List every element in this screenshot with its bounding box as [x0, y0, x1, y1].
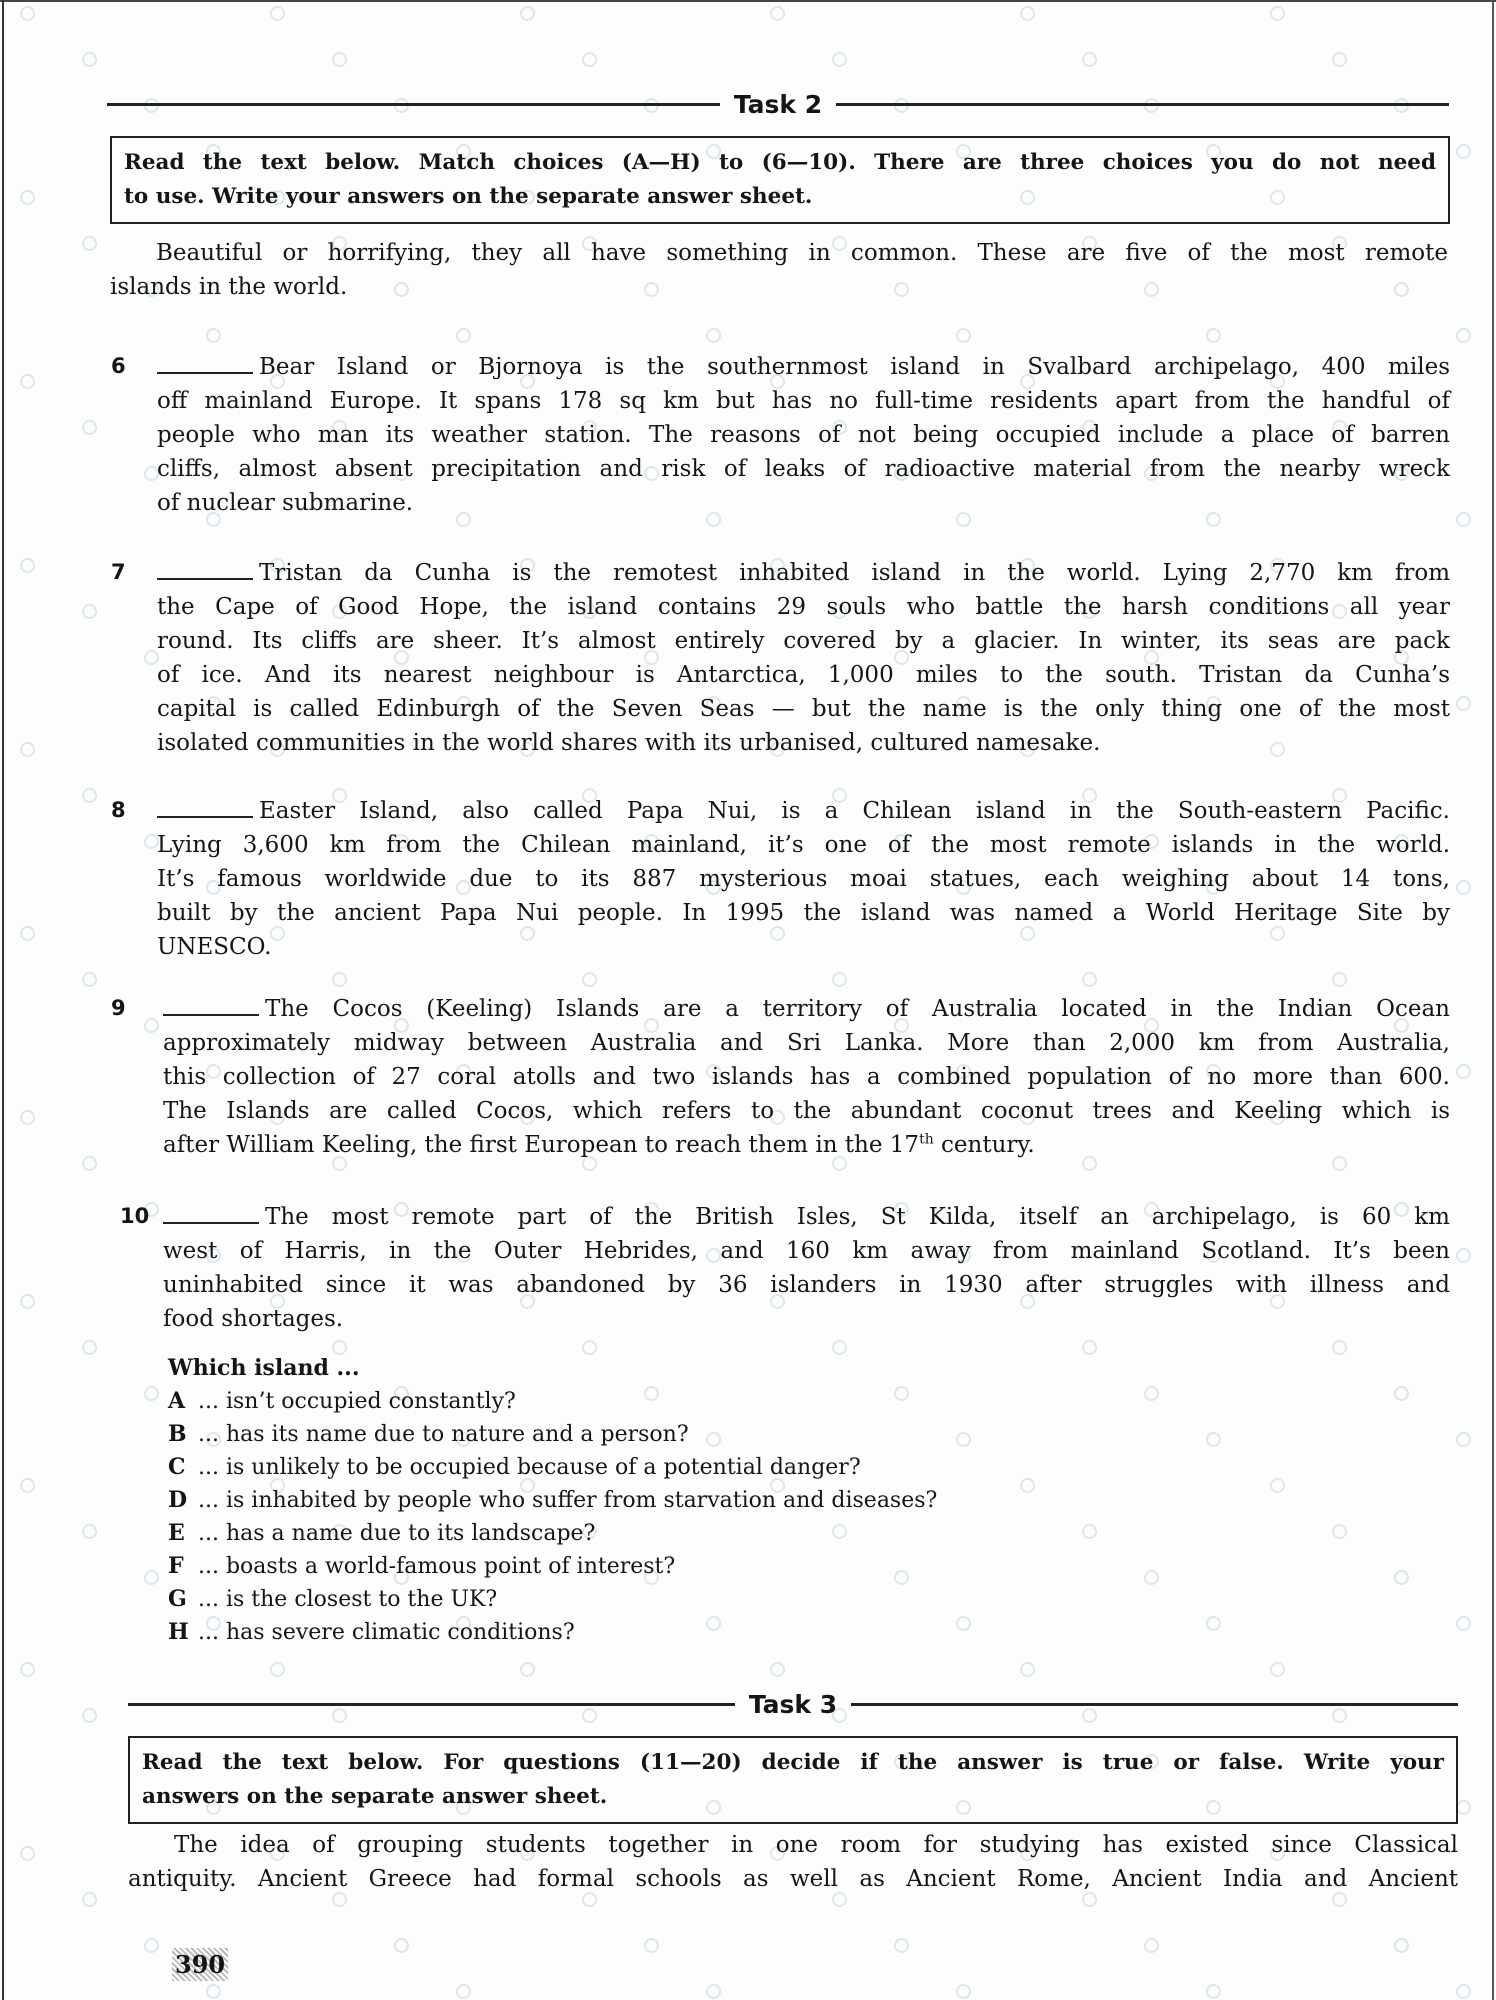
watermark-logo-icon — [1082, 52, 1097, 67]
item-line: Lying 3,600 km from the Chilean mainland, it’s one of the most remote islands in the world. — [157, 832, 1450, 858]
item-line: The Islands are called Cocos, which refers to the abundant coconut trees and Keeling which is — [163, 1098, 1450, 1124]
watermark-logo-icon — [332, 972, 347, 987]
watermark-logo-icon — [1456, 1248, 1471, 1263]
choice-a — [168, 1385, 937, 1418]
watermark-logo-icon — [1020, 1662, 1035, 1677]
instruction-line: Read the text below. Match choices (A—H) to (6—10). There are three choices you do not need — [124, 150, 1436, 175]
watermark-logo-icon — [582, 972, 597, 987]
watermark-logo-icon — [456, 328, 471, 343]
watermark-logo-icon — [1332, 972, 1347, 987]
watermark-logo-icon — [82, 420, 97, 435]
choice-text: ... has severe climatic conditions? — [198, 1620, 575, 1645]
choice-letter: B — [168, 1421, 187, 1447]
choice-text: ... is the closest to the UK? — [198, 1587, 498, 1612]
item-text: Tristan da Cunha is the remotest inhabited island in the world. Lying 2,770 km from — [259, 560, 1450, 586]
item-number: 9 — [111, 996, 126, 1020]
watermark-logo-icon — [1270, 1478, 1285, 1493]
item-number: 6 — [111, 354, 126, 378]
watermark-logo-icon — [82, 1156, 97, 1171]
watermark-logo-icon — [770, 1662, 785, 1677]
choice-text: ... boasts a world-famous point of interest? — [198, 1554, 676, 1579]
item-line: the Cape of Good Hope, the island contains 29 souls who battle the harsh conditions all year — [157, 594, 1450, 620]
watermark-logo-icon — [20, 558, 35, 573]
task3-intro — [128, 1828, 1458, 1896]
watermark-logo-icon — [20, 742, 35, 757]
watermark-logo-icon — [956, 1984, 971, 1999]
watermark-logo-icon — [956, 1432, 971, 1447]
item-text: The most remote part of the British Isles, St Kilda, itself an archipelago, is 60 km — [265, 1204, 1450, 1230]
choice-letter: A — [168, 1388, 186, 1414]
island-item-10 — [163, 1200, 1450, 1336]
choice-e — [168, 1517, 937, 1550]
watermark-logo-icon — [1082, 1524, 1097, 1539]
watermark-logo-icon — [644, 1938, 659, 1953]
instruction-line: to use. Write your answers on the separate answer sheet. — [124, 184, 813, 209]
intro-line: islands in the world. — [110, 274, 348, 300]
item-first-line — [157, 794, 1450, 828]
item-text: after William Keeling, the first European to reach them in the 17 — [163, 1132, 920, 1158]
task2-intro — [110, 236, 1448, 304]
choice-c — [168, 1451, 937, 1484]
choice-text: ... is unlikely to be occupied because of a potential danger? — [198, 1455, 861, 1480]
choice-text: ... has its name due to nature and a person? — [198, 1422, 689, 1447]
choice-letter: E — [168, 1520, 185, 1546]
choice-letter: H — [168, 1619, 189, 1645]
item-number: 8 — [111, 798, 126, 822]
island-item-6 — [157, 350, 1450, 520]
watermark-logo-icon — [82, 1708, 97, 1723]
watermark-logo-icon — [20, 1846, 35, 1861]
watermark-logo-icon — [1270, 6, 1285, 21]
divider — [128, 1703, 735, 1706]
answer-blank — [157, 350, 253, 374]
choice-letter: F — [168, 1553, 184, 1579]
watermark-logo-icon — [1144, 1386, 1159, 1401]
watermark-logo-icon — [520, 1662, 535, 1677]
watermark-logo-icon — [956, 1616, 971, 1631]
watermark-logo-icon — [1206, 1432, 1221, 1447]
scan-border-top — [0, 0, 1496, 2]
watermark-logo-icon — [1394, 1570, 1409, 1585]
watermark-logo-icon — [1020, 1478, 1035, 1493]
watermark-logo-icon — [1394, 1386, 1409, 1401]
watermark-logo-icon — [82, 52, 97, 67]
watermark-logo-icon — [832, 972, 847, 987]
watermark-logo-icon — [144, 1018, 159, 1033]
watermark-logo-icon — [20, 374, 35, 389]
intro-line: Beautiful or horrifying, they all have something in common. These are five of the most remote — [156, 240, 1448, 266]
item-number: 7 — [111, 560, 126, 584]
watermark-logo-icon — [20, 1662, 35, 1677]
item-text: Easter Island, also called Papa Nui, is a Chilean island in the South-eastern Pacific. — [259, 798, 1450, 824]
answer-blank — [163, 992, 259, 1016]
watermark-logo-icon — [82, 236, 97, 251]
watermark-logo-icon — [1456, 512, 1471, 527]
watermark-logo-icon — [144, 1386, 159, 1401]
divider — [851, 1703, 1458, 1706]
item-line: uninhabited since it was abandoned by 36 islanders in 1930 after struggles with illness and — [163, 1272, 1450, 1298]
question-prompt: Which island ... — [168, 1355, 360, 1381]
item-line: capital is called Edinburgh of the Seven Seas — but the name is the only thing one of the most — [157, 696, 1450, 722]
task3-heading — [128, 1690, 1458, 1719]
watermark-logo-icon — [82, 788, 97, 803]
watermark-logo-icon — [956, 328, 971, 343]
item-line: round. Its cliffs are sheer. It’s almost entirely covered by a glacier. In winter, its seas are pack — [157, 628, 1450, 654]
choice-text: ... isn’t occupied constantly? — [198, 1389, 516, 1414]
item-first-line — [163, 992, 1450, 1026]
watermark-logo-icon — [1456, 144, 1471, 159]
watermark-logo-icon — [770, 6, 785, 21]
watermark-logo-icon — [1206, 328, 1221, 343]
watermark-logo-icon — [82, 1524, 97, 1539]
watermark-logo-icon — [1144, 1938, 1159, 1953]
watermark-logo-icon — [20, 6, 35, 21]
watermark-logo-icon — [1270, 1662, 1285, 1677]
watermark-logo-icon — [1082, 972, 1097, 987]
choice-text: ... has a name due to its landscape? — [198, 1521, 596, 1546]
item-line — [163, 1128, 1450, 1162]
island-item-8 — [157, 794, 1450, 964]
watermark-logo-icon — [1206, 1984, 1221, 1999]
item-text: The Cocos (Keeling) Islands are a territory of Australia located in the Indian Ocean — [265, 996, 1450, 1022]
item-first-line — [157, 350, 1450, 384]
item-text: Bear Island or Bjornoya is the southernmost island in Svalbard archipelago, 400 miles — [259, 354, 1450, 380]
watermark-logo-icon — [20, 1110, 35, 1125]
choice-letter: C — [168, 1454, 186, 1480]
watermark-logo-icon — [1456, 696, 1471, 711]
watermark-logo-icon — [270, 1662, 285, 1677]
item-line: food shortages. — [163, 1306, 344, 1332]
watermark-logo-icon — [456, 1984, 471, 1999]
choice-letter: D — [168, 1487, 188, 1513]
scan-border-left — [2, 0, 4, 2000]
item-line: UNESCO. — [157, 934, 272, 960]
instruction-line: answers on the separate answer sheet. — [142, 1784, 608, 1809]
watermark-logo-icon — [206, 328, 221, 343]
item-first-line — [157, 556, 1450, 590]
watermark-logo-icon — [144, 1570, 159, 1585]
watermark-logo-icon — [20, 190, 35, 205]
item-line: of nuclear submarine. — [157, 490, 414, 516]
watermark-logo-icon — [206, 1984, 221, 1999]
island-item-9 — [163, 992, 1450, 1162]
intro-line: The idea of grouping students together in one room for studying has existed since Classical — [174, 1832, 1458, 1858]
island-item-7 — [157, 556, 1450, 760]
choice-letter: G — [168, 1586, 187, 1612]
item-line: cliffs, almost absent precipitation and risk of leaks of radioactive material from the nearby wreck — [157, 456, 1450, 482]
watermark-logo-icon — [1456, 1800, 1471, 1815]
page-number: 390 — [172, 1948, 228, 1981]
watermark-logo-icon — [1082, 1340, 1097, 1355]
instruction-line: Read the text below. For questions (11—20) decide if the answer is true or false. Write your — [142, 1750, 1444, 1775]
item-number: 10 — [120, 1204, 150, 1228]
choices-list — [168, 1352, 937, 1649]
watermark-logo-icon — [82, 1340, 97, 1355]
answer-blank — [157, 556, 253, 580]
watermark-logo-icon — [20, 1478, 35, 1493]
choice-text: ... is inhabited by people who suffer from starvation and diseases? — [198, 1488, 938, 1513]
watermark-logo-icon — [1456, 1432, 1471, 1447]
watermark-logo-icon — [20, 926, 35, 941]
watermark-logo-icon — [394, 1938, 409, 1953]
watermark-logo-icon — [1332, 1524, 1347, 1539]
divider — [107, 103, 720, 106]
watermark-logo-icon — [706, 1984, 721, 1999]
watermark-logo-icon — [1206, 1616, 1221, 1631]
watermark-logo-icon — [1456, 1064, 1471, 1079]
item-first-line — [163, 1200, 1450, 1234]
choice-h — [168, 1616, 937, 1649]
watermark-logo-icon — [270, 6, 285, 21]
intro-line: antiquity. Ancient Greece had formal schools as well as Ancient Rome, Ancient India and Ancient — [128, 1866, 1458, 1892]
item-line: built by the ancient Papa Nui people. In 1995 the island was named a World Heritage Site by — [157, 900, 1450, 926]
watermark-logo-icon — [1456, 1616, 1471, 1631]
choice-g — [168, 1583, 937, 1616]
watermark-logo-icon — [1456, 880, 1471, 895]
watermark-logo-icon — [82, 1892, 97, 1907]
answer-blank — [163, 1200, 259, 1224]
watermark-logo-icon — [520, 6, 535, 21]
watermark-logo-icon — [582, 52, 597, 67]
item-line: isolated communities in the world shares with its urbanised, cultured namesake. — [157, 730, 1101, 756]
watermark-logo-icon — [706, 328, 721, 343]
choice-d — [168, 1484, 937, 1517]
watermark-logo-icon — [82, 972, 97, 987]
divider — [836, 103, 1449, 106]
item-line: west of Harris, in the Outer Hebrides, and 160 km away from mainland Scotland. It’s been — [163, 1238, 1450, 1264]
watermark-logo-icon — [894, 1938, 909, 1953]
task3-instruction-box — [128, 1736, 1458, 1824]
watermark-logo-icon — [1144, 1570, 1159, 1585]
scan-border-right — [1492, 0, 1494, 2000]
watermark-logo-icon — [1020, 6, 1035, 21]
watermark-logo-icon — [1456, 1984, 1471, 1999]
watermark-logo-icon — [1456, 328, 1471, 343]
choice-f — [168, 1550, 937, 1583]
answer-blank — [157, 794, 253, 818]
watermark-logo-icon — [144, 1938, 159, 1953]
ordinal-suffix: th — [919, 1131, 934, 1148]
task2-instruction-box — [110, 136, 1450, 224]
item-line: off mainland Europe. It spans 178 sq km but has no full-time residents apart from the handful of — [157, 388, 1450, 414]
item-text: century. — [933, 1132, 1035, 1158]
item-line: It’s famous worldwide due to its 887 mysterious moai statues, each weighing about 14 tons, — [157, 866, 1450, 892]
watermark-logo-icon — [332, 52, 347, 67]
task2-heading — [107, 90, 1449, 119]
watermark-logo-icon — [1394, 1938, 1409, 1953]
item-line: approximately midway between Australia and Sri Lanka. More than 2,000 km from Australia, — [163, 1030, 1450, 1056]
watermark-logo-icon — [82, 604, 97, 619]
item-line: of ice. And its nearest neighbour is Antarctica, 1,000 miles to the south. Tristan da Cunha’s — [157, 662, 1450, 688]
choice-b — [168, 1418, 937, 1451]
watermark-logo-icon — [1332, 1340, 1347, 1355]
watermark-logo-icon — [832, 52, 847, 67]
watermark-logo-icon — [20, 1294, 35, 1309]
task3-title: Task 3 — [748, 1690, 838, 1719]
item-line: this collection of 27 coral atolls and two islands has a combined population of no more than 600. — [163, 1064, 1450, 1090]
item-line: people who man its weather station. The reasons of not being occupied include a place of barren — [157, 422, 1450, 448]
task2-title: Task 2 — [733, 90, 823, 119]
watermark-logo-icon — [1332, 52, 1347, 67]
